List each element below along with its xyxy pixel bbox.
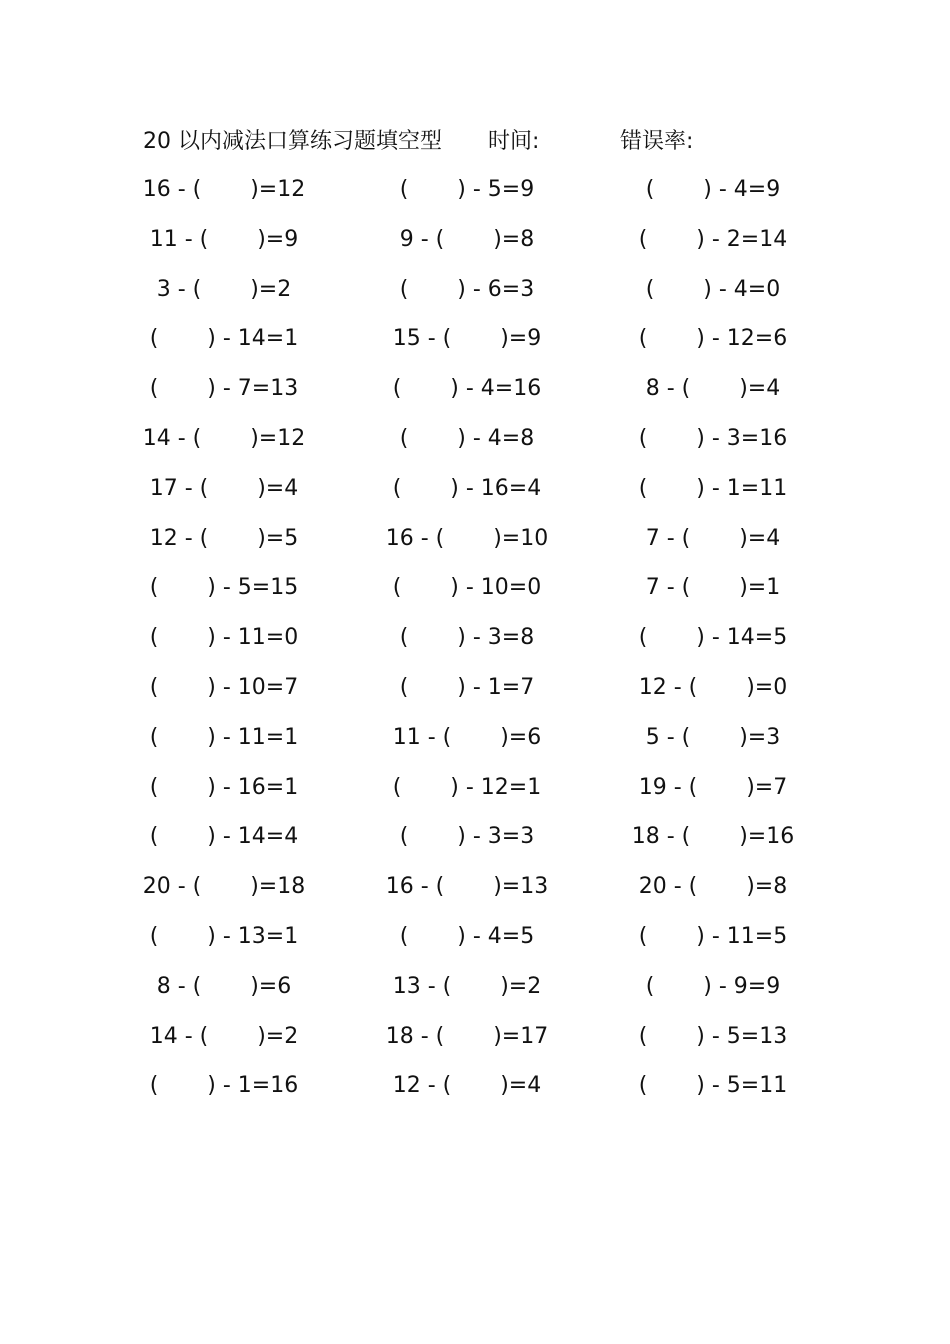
- problem-row: [0, 166, 950, 216]
- problem-item: 11 - ( )=9: [149, 226, 299, 252]
- problem-item: 20 - ( )=18: [142, 874, 306, 900]
- problem-row: [0, 764, 950, 814]
- problem-item: ( ) - 11=0: [149, 625, 299, 651]
- problem-item: ( ) - 5=11: [638, 1073, 788, 1099]
- problem-item: ( ) - 14=1: [149, 326, 299, 352]
- problem-item: ( ) - 13=1: [149, 923, 299, 949]
- problem-item: 5 - ( )=3: [645, 724, 781, 750]
- time-label: 时间:: [488, 129, 540, 154]
- problem-item: ( ) - 4=16: [392, 376, 542, 402]
- problem-item: ( ) - 4=8: [399, 425, 535, 451]
- problem-item: 8 - ( )=4: [645, 376, 781, 402]
- problem-grid: [0, 166, 950, 1112]
- problem-item: ( ) - 12=6: [638, 326, 788, 352]
- problem-row: [0, 963, 950, 1013]
- problem-item: ( ) - 14=4: [149, 824, 299, 850]
- problem-row: [0, 564, 950, 614]
- problem-item: ( ) - 11=1: [149, 724, 299, 750]
- problem-row: [0, 465, 950, 515]
- problem-row: [0, 913, 950, 963]
- problem-item: 16 - ( )=13: [385, 874, 549, 900]
- problem-row: [0, 664, 950, 714]
- problem-item: 11 - ( )=6: [392, 724, 542, 750]
- problem-row: [0, 266, 950, 316]
- problem-row: [0, 315, 950, 365]
- problem-item: 15 - ( )=9: [392, 326, 542, 352]
- problem-item: ( ) - 10=7: [149, 674, 299, 700]
- problem-item: ( ) - 5=13: [638, 1023, 788, 1049]
- problem-item: ( ) - 3=16: [638, 425, 788, 451]
- problem-item: 12 - ( )=4: [392, 1073, 542, 1099]
- problem-item: ( ) - 11=5: [638, 923, 788, 949]
- problem-item: 12 - ( )=5: [149, 525, 299, 551]
- problem-item: ( ) - 16=1: [149, 774, 299, 800]
- problem-item: 14 - ( )=2: [149, 1023, 299, 1049]
- problem-item: ( ) - 10=0: [392, 575, 542, 601]
- problem-row: [0, 714, 950, 764]
- problem-row: [0, 216, 950, 266]
- problem-row: [0, 1013, 950, 1063]
- problem-row: [0, 863, 950, 913]
- problem-item: 18 - ( )=16: [631, 824, 795, 850]
- problem-item: 3 - ( )=2: [156, 276, 292, 302]
- problem-item: 12 - ( )=0: [638, 674, 788, 700]
- problem-item: ( ) - 14=5: [638, 625, 788, 651]
- problem-row: [0, 1062, 950, 1112]
- problem-item: ( ) - 1=16: [149, 1073, 299, 1099]
- problem-row: [0, 813, 950, 863]
- problem-item: 9 - ( )=8: [399, 226, 535, 252]
- problem-item: ( ) - 9=9: [645, 973, 781, 999]
- problem-item: ( ) - 7=13: [149, 376, 299, 402]
- problem-item: 7 - ( )=1: [645, 575, 781, 601]
- problem-item: 13 - ( )=2: [392, 973, 542, 999]
- problem-row: [0, 614, 950, 664]
- worksheet-title: 20 以内减法口算练习题填空型: [143, 129, 442, 154]
- problem-item: ( ) - 4=0: [645, 276, 781, 302]
- problem-row: [0, 415, 950, 465]
- problem-item: 8 - ( )=6: [156, 973, 292, 999]
- problem-item: 19 - ( )=7: [638, 774, 788, 800]
- problem-item: ( ) - 6=3: [399, 276, 535, 302]
- problem-item: 16 - ( )=12: [142, 177, 306, 202]
- problem-item: 18 - ( )=17: [385, 1023, 549, 1049]
- problem-item: ( ) - 5=15: [149, 575, 299, 601]
- problem-item: ( ) - 1=7: [399, 674, 535, 700]
- problem-item: ( ) - 2=14: [638, 226, 788, 252]
- problem-item: 20 - ( )=8: [638, 874, 788, 900]
- problem-item: ( ) - 5=9: [399, 177, 535, 202]
- problem-row: [0, 365, 950, 415]
- problem-item: ( ) - 1=11: [638, 475, 788, 501]
- error-rate-label: 错误率:: [620, 129, 694, 154]
- problem-item: ( ) - 16=4: [392, 475, 542, 501]
- problem-item: ( ) - 12=1: [392, 774, 542, 800]
- problem-item: ( ) - 3=3: [399, 824, 535, 850]
- problem-item: 17 - ( )=4: [149, 475, 299, 501]
- problem-row: [0, 515, 950, 565]
- problem-item: 14 - ( )=12: [142, 425, 306, 451]
- problem-item: 7 - ( )=4: [645, 525, 781, 551]
- problem-item: 16 - ( )=10: [385, 525, 549, 551]
- problem-item: ( ) - 3=8: [399, 625, 535, 651]
- problem-item: ( ) - 4=9: [645, 177, 781, 202]
- problem-item: ( ) - 4=5: [399, 923, 535, 949]
